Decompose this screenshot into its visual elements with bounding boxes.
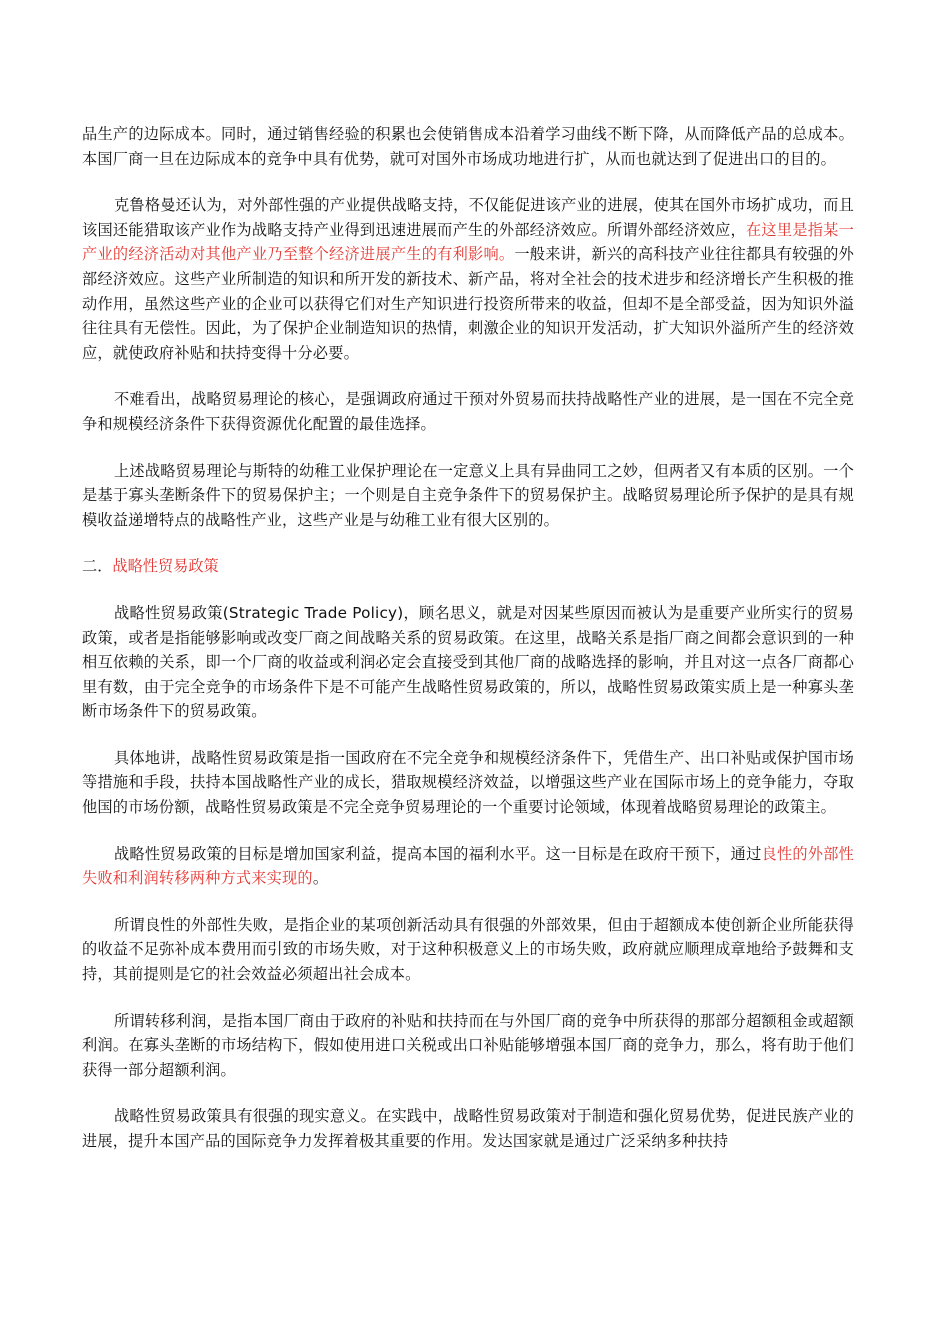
paragraph-4 bbox=[82, 459, 854, 533]
paragraph-2-text-b: 一般来讲，新兴的高科技产业往往都具有较强的外部经济效应。这些产业所制造的知识和所开发的新技术、新产品，将对全社会的技术进步和经济增长产生积极的推动作用，虽然这些产业的企业可以获得它们对生产知识进行投资所带来的收益，但却不是全部受益，因为知识外溢往往具有无偿性。因此，为了保护企业制造知识的热情，刺激企业的知识开发活动，扩大知识外溢所产生的经济效应，就使政府补贴和扶持变得十分必要。 bbox=[82, 245, 854, 362]
paragraph-4-text: 上述战略贸易理论与斯特的幼稚工业保护理论在一定意义上具有异曲同工之妙，但两者又有本质的区别。一个是基于寡头垄断条件下的贸易保护主；一个则是自主竞争条件下的贸易保护主。战略贸易理论所予保护的是具有规模收益递增特点的战略性产业，这些产业是与幼稚工业有很大区别的。 bbox=[82, 461, 854, 529]
paragraph-9 bbox=[82, 1009, 854, 1083]
paragraph-6 bbox=[82, 746, 854, 820]
paragraph-2-highlight: 在这里是指某一产业的经济活动对其他产业乃至整个经济进展产生的有利影响。 bbox=[82, 220, 854, 264]
section-heading bbox=[82, 554, 854, 579]
paragraph-2-text-a: 克鲁格曼还认为，对外部性强的产业提供战略支持，不仅能促进该产业的进展，使其在国外市场扩成功，而且该国还能猎取该产业作为战略支持产业得到迅速进展而产生的外部经济效应。所谓外部经济效应， bbox=[82, 196, 854, 239]
paragraph-7-highlight: 良性的外部性失败和利润转移两种方式来实现的 bbox=[82, 844, 855, 888]
paragraph-7-text-a: 战略性贸易政策的目标是增加国家利益，提高本国的福利水平。这一目标是在政府干预下，通过 bbox=[114, 844, 762, 863]
paragraph-2 bbox=[82, 193, 854, 365]
paragraph-7-text-b: 。 bbox=[312, 869, 329, 888]
section-heading-number: 二． bbox=[82, 557, 113, 576]
section-heading-title: 战略性贸易政策 bbox=[112, 557, 219, 576]
paragraph-3-text: 不难看出，战略贸易理论的核心，是强调政府通过干预对外贸易而扶持战略性产业的进展，是一国在不完全竞争和规模经济条件下获得资源优化配置的最佳选择。 bbox=[82, 390, 854, 433]
paragraph-1-text: 品生产的边际成本。同时，通过销售经验的积累也会使销售成本沿着学习曲线不断下降，从而降低产品的总成本。本国厂商一旦在边际成本的竞争中具有优势，就可对国外市场成功地进行扩，从而也就达到了促进出口的目的。 bbox=[82, 125, 854, 168]
paragraph-8-text: 所谓良性的外部性失败，是指企业的某项创新活动具有很强的外部效果，但由于超额成本使创新企业所能获得的收益不足弥补成本费用而引致的市场失败，对于这种积极意义上的市场失败，政府就应顺理成章地给予鼓舞和支持，其前提则是它的社会效益必须超出社会成本。 bbox=[82, 915, 854, 984]
paragraph-7 bbox=[82, 842, 854, 891]
paragraph-10 bbox=[82, 1104, 854, 1153]
paragraph-5-text: 战略性贸易政策(Strategic Trade Policy)，顾名思义，就是对因某些原因而被认为是重要产业所实行的贸易政策，或者是指能够影响或改变厂商之间战略关系的贸易政策。在这里，战略关系是指厂商之间都会意识到的一种相互依赖的关系，即一个厂商的收益或利润必定会直接受到其他厂商的战略选择的影响，并且对这一点各厂商都心里有数，由于完全竞争的市场条件下是不可能产生战略性贸易政策的，所以，战略性贸易政策实质上是一种寡头垄断市场条件下的贸易政策。 bbox=[82, 603, 854, 721]
paragraph-1 bbox=[82, 122, 854, 171]
paragraph-3 bbox=[82, 387, 854, 436]
paragraph-6-text: 具体地讲，战略性贸易政策是指一国政府在不完全竞争和规模经济条件下，凭借生产、出口补贴或保护国市场等措施和手段，扶持本国战略性产业的成长，猎取规模经济效益，以增强这些产业在国际市场上的竞争能力，夺取他国的市场份额，战略性贸易政策是不完全竞争贸易理论的一个重要讨论领域，体现着战略贸易理论的政策主。 bbox=[82, 748, 854, 817]
paragraph-8 bbox=[82, 913, 854, 987]
paragraph-10-text: 战略性贸易政策具有很强的现实意义。在实践中，战略性贸易政策对于制造和强化贸易优势，促进民族产业的进展，提升本国产品的国际竞争力发挥着极其重要的作用。发达国家就是通过广泛采纳多种扶持 bbox=[82, 1107, 854, 1150]
paragraph-5 bbox=[82, 601, 854, 724]
paragraph-9-text: 所谓转移利润，是指本国厂商由于政府的补贴和扶持而在与外国厂商的竞争中所获得的那部分超额租金或超额利润。在寡头垄断的市场结构下，假如使用进口关税或出口补贴能够增强本国厂商的竞争力，那么，将有助于他们获得一部分超额利润。 bbox=[82, 1011, 854, 1079]
document-page bbox=[82, 122, 854, 1176]
